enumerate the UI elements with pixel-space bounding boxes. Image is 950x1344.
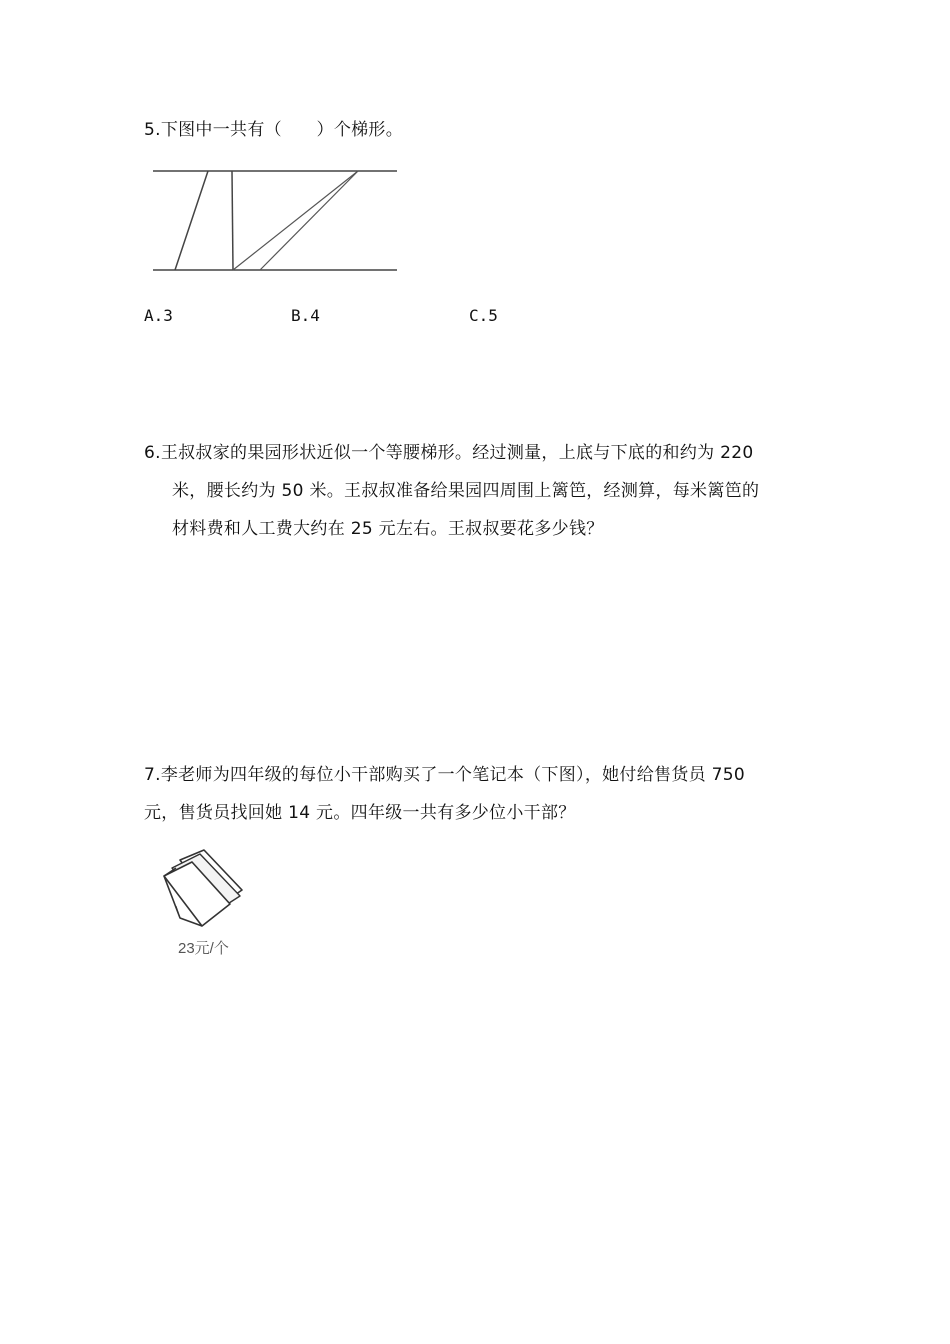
figure-vertical — [232, 171, 233, 270]
figure-slant-left — [175, 171, 208, 270]
option-c[interactable]: C.5 — [469, 306, 498, 325]
notebook-icon — [160, 848, 246, 932]
trapezoid-figure — [150, 165, 400, 275]
question-7-line-2: 元，售货员找回她 14 元。四年级一共有多少位小干部？ — [144, 803, 576, 823]
question-6-line-2: 米，腰长约为 50 米。王叔叔准备给果园四周围上篱笆，经测算，每米篱笆的 — [172, 481, 760, 501]
notebook-price-label: 23元/个 — [178, 940, 229, 957]
question-5-prompt: 5.下图中一共有（ ）个梯形。 — [144, 120, 404, 140]
option-a[interactable]: A.3 — [144, 306, 173, 325]
question-6-line-1: 6.王叔叔家的果园形状近似一个等腰梯形。经过测量，上底与下底的和约为 220 — [144, 443, 754, 463]
question-6-line-3: 材料费和人工费大约在 25 元左右。王叔叔要花多少钱？ — [172, 519, 604, 539]
figure-diagonal-1 — [233, 171, 358, 270]
question-7-line-1: 7.李老师为四年级的每位小干部购买了一个笔记本（下图），她付给售货员 750 — [144, 765, 745, 785]
figure-diagonal-2 — [260, 171, 358, 270]
option-b[interactable]: B.4 — [291, 306, 320, 325]
